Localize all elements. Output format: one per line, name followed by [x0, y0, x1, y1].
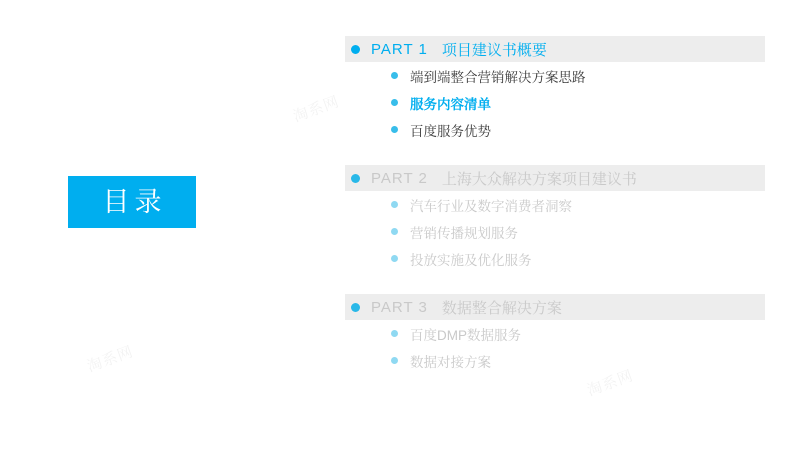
- toc-part-2-label: PART 2: [371, 169, 428, 187]
- bullet-icon: [351, 45, 360, 54]
- list-item-label: 汽车行业及数字消费者洞察: [410, 198, 572, 214]
- toc-part-1-title: 项目建议书概要: [441, 41, 547, 59]
- toc-part-1-items: [345, 62, 765, 143]
- toc-part-2-title: 上海大众解决方案项目建议书: [441, 170, 637, 188]
- toc-part-3-title: 数据整合解决方案: [441, 299, 562, 317]
- list-item[interactable]: [345, 116, 765, 143]
- list-item[interactable]: [345, 62, 765, 89]
- bullet-icon: [351, 303, 360, 312]
- list-item-label: 投放实施及优化服务: [410, 252, 532, 268]
- bullet-icon: [391, 330, 398, 337]
- list-item[interactable]: [345, 347, 765, 374]
- list-item[interactable]: [345, 89, 765, 116]
- toc-part-3: [345, 294, 765, 374]
- toc-part-1-label: PART 1: [371, 40, 428, 58]
- watermark: 淘系网: [84, 343, 136, 376]
- list-item-label: 营销传播规划服务: [410, 225, 518, 241]
- bullet-icon: [391, 99, 398, 106]
- toc-part-3-header[interactable]: [345, 294, 765, 320]
- toc-title-badge: [68, 176, 196, 228]
- toc-part-1: [345, 36, 765, 143]
- list-item[interactable]: [345, 320, 765, 347]
- bullet-icon: [351, 174, 360, 183]
- bullet-icon: [391, 126, 398, 133]
- list-item[interactable]: [345, 245, 765, 272]
- toc-part-2-header[interactable]: [345, 165, 765, 191]
- bullet-icon: [391, 201, 398, 208]
- toc-part-3-label: PART 3: [371, 298, 428, 316]
- list-item-label: 百度DMP数据服务: [410, 327, 521, 343]
- list-item-label: 数据对接方案: [410, 354, 491, 370]
- bullet-icon: [391, 72, 398, 79]
- toc-content: [345, 36, 765, 396]
- list-item[interactable]: [345, 191, 765, 218]
- list-item[interactable]: [345, 218, 765, 245]
- toc-part-1-header[interactable]: [345, 36, 765, 62]
- list-item-label: 服务内容清单: [410, 96, 491, 112]
- list-item-label: 百度服务优势: [410, 123, 491, 139]
- toc-part-2-items: [345, 191, 765, 272]
- list-item-label: 端到端整合营销解决方案思路: [410, 69, 586, 85]
- toc-part-2: [345, 165, 765, 272]
- watermark: 淘系网: [584, 367, 636, 400]
- bullet-icon: [391, 255, 398, 262]
- watermark: 淘系网: [290, 93, 342, 126]
- toc-title-text: 目录: [102, 186, 167, 217]
- bullet-icon: [391, 228, 398, 235]
- bullet-icon: [391, 357, 398, 364]
- toc-part-3-items: [345, 320, 765, 374]
